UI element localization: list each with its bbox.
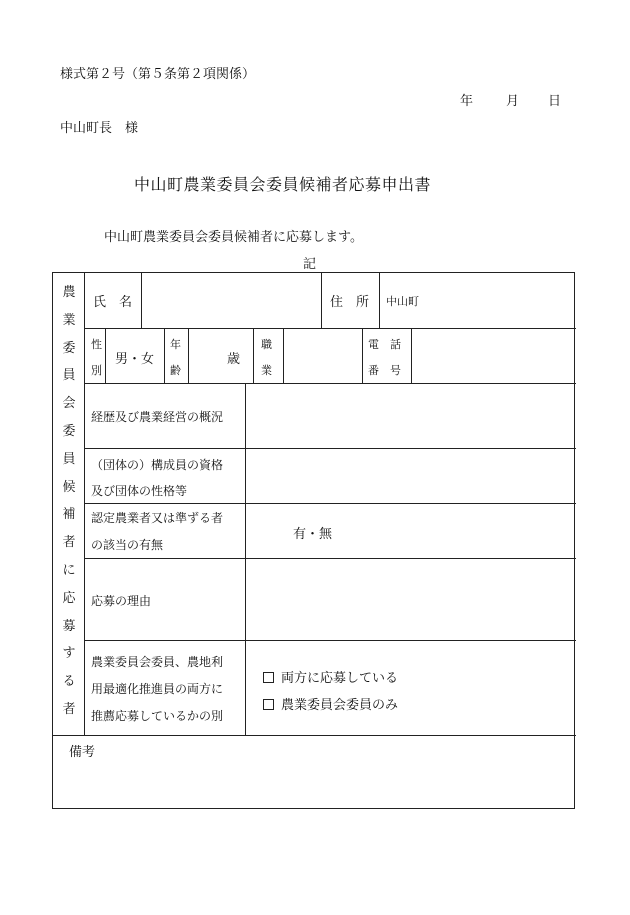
member-label-line1: （団体の）構成員の資格 <box>91 458 224 472</box>
address-value[interactable]: 中山町 <box>386 295 419 308</box>
phone-label-top: 電 話 <box>368 338 401 351</box>
member-label-line2: 及び団体の性格等 <box>91 484 188 498</box>
certified-label-line1: 認定農業者又は準ずる者 <box>91 511 224 525</box>
application-form-table <box>52 272 575 809</box>
job-label-top: 職 <box>261 338 272 351</box>
remarks-label: 備考 <box>69 745 96 760</box>
age-unit[interactable]: 歳 <box>227 352 241 367</box>
application-statement: 中山町農業委員会委員候補者に応募します。 <box>104 230 363 245</box>
option-committee-text: 農業委員会委員のみ <box>281 698 399 713</box>
age-label-bottom: 齢 <box>170 364 181 377</box>
page-title: 中山町農業委員会委員候補者応募申出書 <box>134 175 432 194</box>
certified-value[interactable]: 有・無 <box>293 527 333 542</box>
date-day: 日 <box>548 94 562 109</box>
both-label-line2: 用最適化推進員の両方に <box>91 682 224 696</box>
applicant-vertical-label: 農業委員会委員候補者に応募する者 <box>62 285 76 717</box>
both-label-line3: 推薦応募しているかの別 <box>91 709 224 723</box>
option-both-row[interactable] <box>263 667 398 686</box>
reason-label: 応募の理由 <box>91 594 152 608</box>
option-both-text: 両方に応募している <box>281 671 399 686</box>
sex-label-bottom: 別 <box>91 364 102 377</box>
certified-label-line2: の該当の有無 <box>91 538 164 552</box>
checkbox-icon[interactable] <box>263 672 274 683</box>
both-label-line1: 農業委員会委員、農地利 <box>91 655 224 669</box>
sex-label-top: 性 <box>91 338 102 351</box>
career-label: 経歴及び農業経営の概況 <box>91 410 224 424</box>
addressee: 中山町長 様 <box>60 121 139 136</box>
date-year: 年 <box>460 94 474 109</box>
ki-heading: 記 <box>303 257 317 272</box>
sex-options[interactable]: 男・女 <box>115 352 155 367</box>
date-month: 月 <box>506 94 520 109</box>
age-label-top: 年 <box>170 338 181 351</box>
form-number: 様式第２号（第５条第２項関係） <box>60 67 256 82</box>
phone-label-bottom: 番 号 <box>368 364 401 377</box>
address-label: 住 所 <box>330 295 370 310</box>
job-label-bottom: 業 <box>261 364 272 377</box>
checkbox-icon[interactable] <box>263 699 274 710</box>
name-label: 氏 名 <box>93 295 133 310</box>
option-committee-row[interactable] <box>263 694 398 713</box>
